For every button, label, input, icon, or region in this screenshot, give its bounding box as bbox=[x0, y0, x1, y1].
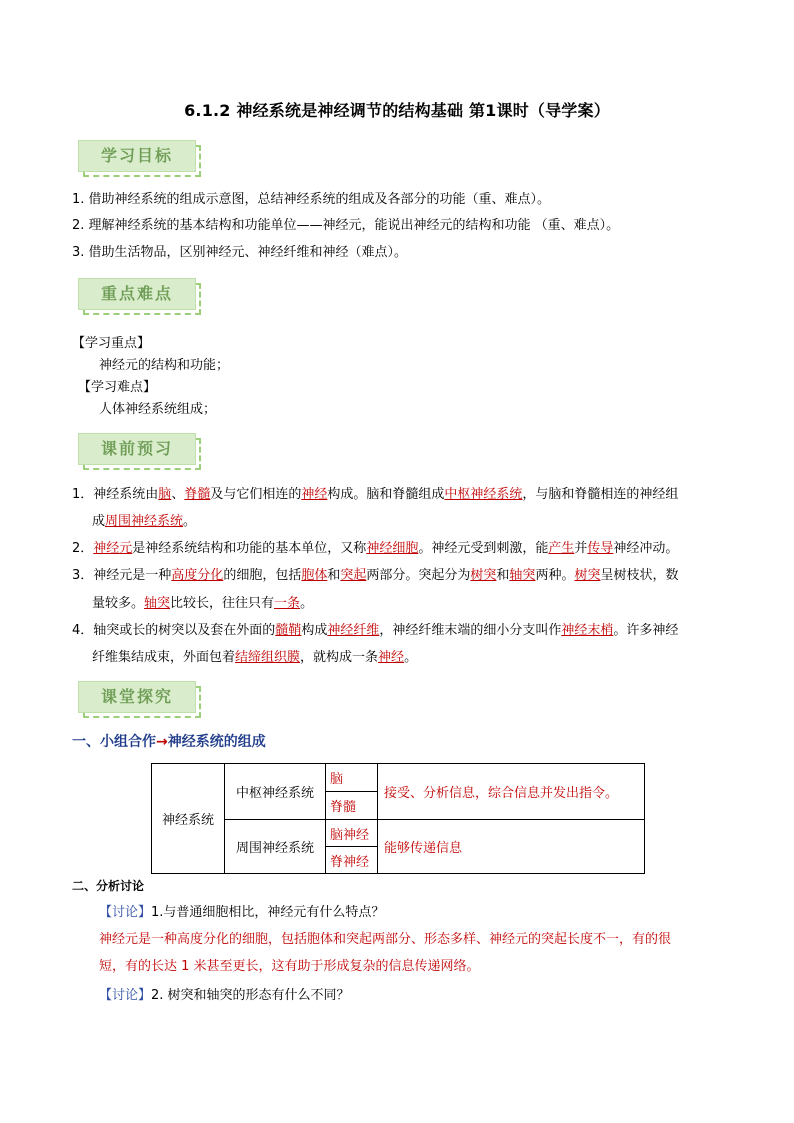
explore-heading-1: 一、小组合作→神经系统的组成 bbox=[72, 734, 266, 750]
section-key-points bbox=[78, 278, 200, 314]
table-central-cell: 中枢神经系统 bbox=[225, 764, 326, 820]
discussion-1-answer-line-2: 短，有的长达 1 米甚至更长，这有助于形成复杂的信息传递网络。 bbox=[99, 959, 480, 974]
discussion-label: 【讨论】 bbox=[99, 988, 152, 1003]
section-explore bbox=[78, 681, 200, 717]
blank-answer: 一条 bbox=[274, 596, 301, 611]
table-peripheral-function-cell: 能够传递信息 bbox=[378, 820, 645, 874]
table-central-function-cell: 接受、分析信息，综合信息并发出指令。 bbox=[378, 764, 645, 820]
blank-answer: 产生 bbox=[548, 541, 575, 556]
explore-heading-2: 二、分析讨论 bbox=[72, 879, 145, 893]
arrow-icon: → bbox=[156, 734, 168, 750]
page-title: 6.1.2 神经系统是神经调节的结构基础 第1课时（导学案） bbox=[184, 101, 610, 120]
blank-answer: 脑 bbox=[158, 487, 172, 502]
blank-answer: 胞体 bbox=[301, 568, 328, 583]
preview-item-1: 1．神经系统由脑、脊髓及与它们相连的神经构成。脑和脊髓组成中枢神经系统，与脑和脊髓相连的神经组 bbox=[72, 487, 679, 502]
blank-answer: 中枢神经系统 bbox=[444, 487, 523, 502]
preview-item-4: 4．轴突或长的树突以及套在外面的髓鞘构成神经纤维，神经纤维末端的细小分支叫作神经末梢。许多神经 bbox=[72, 623, 679, 638]
discussion-label: 【讨论】 bbox=[99, 905, 152, 920]
preview-item-4-cont: 纤维集结成束，外面包着结缔组织膜，就构成一条神经。 bbox=[92, 650, 418, 665]
table-brain-cell: 脑 bbox=[326, 764, 378, 792]
table-cranial-nerves-cell: 脑神经 bbox=[326, 820, 378, 847]
table-peripheral-cell: 周围神经系统 bbox=[225, 820, 326, 874]
section-goals bbox=[78, 140, 200, 176]
difficulty-label: 【学习难点】 bbox=[78, 380, 157, 395]
table-root-cell: 神经系统 bbox=[152, 764, 225, 874]
blank-answer: 高度分化 bbox=[171, 568, 224, 583]
blank-answer: 传导 bbox=[587, 541, 614, 556]
blank-answer: 髓鞘 bbox=[275, 623, 302, 638]
blank-answer: 树突 bbox=[574, 568, 601, 583]
goal-item-2: 2. 理解神经系统的基本结构和功能单位——神经元，能说出神经元的结构和功能 （重、难点）。 bbox=[72, 218, 620, 233]
blank-answer: 神经 bbox=[301, 487, 328, 502]
blank-answer: 神经 bbox=[378, 650, 405, 665]
blank-answer: 轴突 bbox=[509, 568, 536, 583]
focus-label: 【学习重点】 bbox=[72, 336, 151, 351]
blank-answer: 脊髓 bbox=[184, 487, 211, 502]
blank-answer: 神经元 bbox=[93, 541, 133, 556]
difficulty-text: 人体神经系统组成； bbox=[99, 402, 217, 417]
blank-answer: 结缔组织膜 bbox=[235, 650, 301, 665]
preview-item-2: 2．神经元是神经系统结构和功能的基本单位，又称神经细胞。神经元受到刺激，能产生并传导神经冲动。 bbox=[72, 541, 679, 556]
section-goals-label: 学习目标 bbox=[78, 140, 196, 172]
blank-answer: 神经细胞 bbox=[366, 541, 419, 556]
focus-text: 神经元的结构和功能； bbox=[99, 358, 230, 373]
blank-answer: 轴突 bbox=[144, 596, 171, 611]
section-key-points-label: 重点难点 bbox=[78, 278, 196, 310]
nervous-system-table bbox=[151, 763, 645, 874]
goal-item-3: 3. 借助生活物品，区别神经元、神经纤维和神经（难点）。 bbox=[72, 245, 408, 260]
blank-answer: 树突 bbox=[470, 568, 497, 583]
section-preview bbox=[78, 433, 200, 469]
blank-answer: 突起 bbox=[340, 568, 367, 583]
discussion-2: 【讨论】2. 树突和轴突的形态有什么不同？ bbox=[99, 988, 350, 1003]
blank-answer: 神经末梢 bbox=[561, 623, 614, 638]
section-explore-label: 课堂探究 bbox=[78, 681, 196, 713]
discussion-1: 【讨论】1.与普通细胞相比，神经元有什么特点？ bbox=[99, 905, 385, 920]
section-preview-label: 课前预习 bbox=[78, 433, 196, 465]
preview-item-3: 3．神经元是一种高度分化的细胞，包括胞体和突起两部分。突起分为树突和轴突两种。树突呈树枝状，数 bbox=[72, 568, 679, 583]
goal-item-1: 1. 借助神经系统的组成示意图，总结神经系统的组成及各部分的功能（重、难点）。 bbox=[72, 192, 551, 207]
table-spinal-cord-cell: 脊髓 bbox=[326, 792, 378, 820]
blank-answer: 周围神经系统 bbox=[105, 514, 184, 529]
preview-item-3-cont: 量较多。轴突比较长，往往只有一条。 bbox=[92, 596, 314, 611]
preview-item-1-cont: 成周围神经系统。 bbox=[92, 514, 197, 529]
table-spinal-nerves-cell: 脊神经 bbox=[326, 847, 378, 874]
discussion-1-answer-line-1: 神经元是一种高度分化的细胞，包括胞体和突起两部分、形态多样、神经元的突起长度不一，有的很 bbox=[99, 932, 672, 947]
blank-answer: 神经纤维 bbox=[327, 623, 380, 638]
